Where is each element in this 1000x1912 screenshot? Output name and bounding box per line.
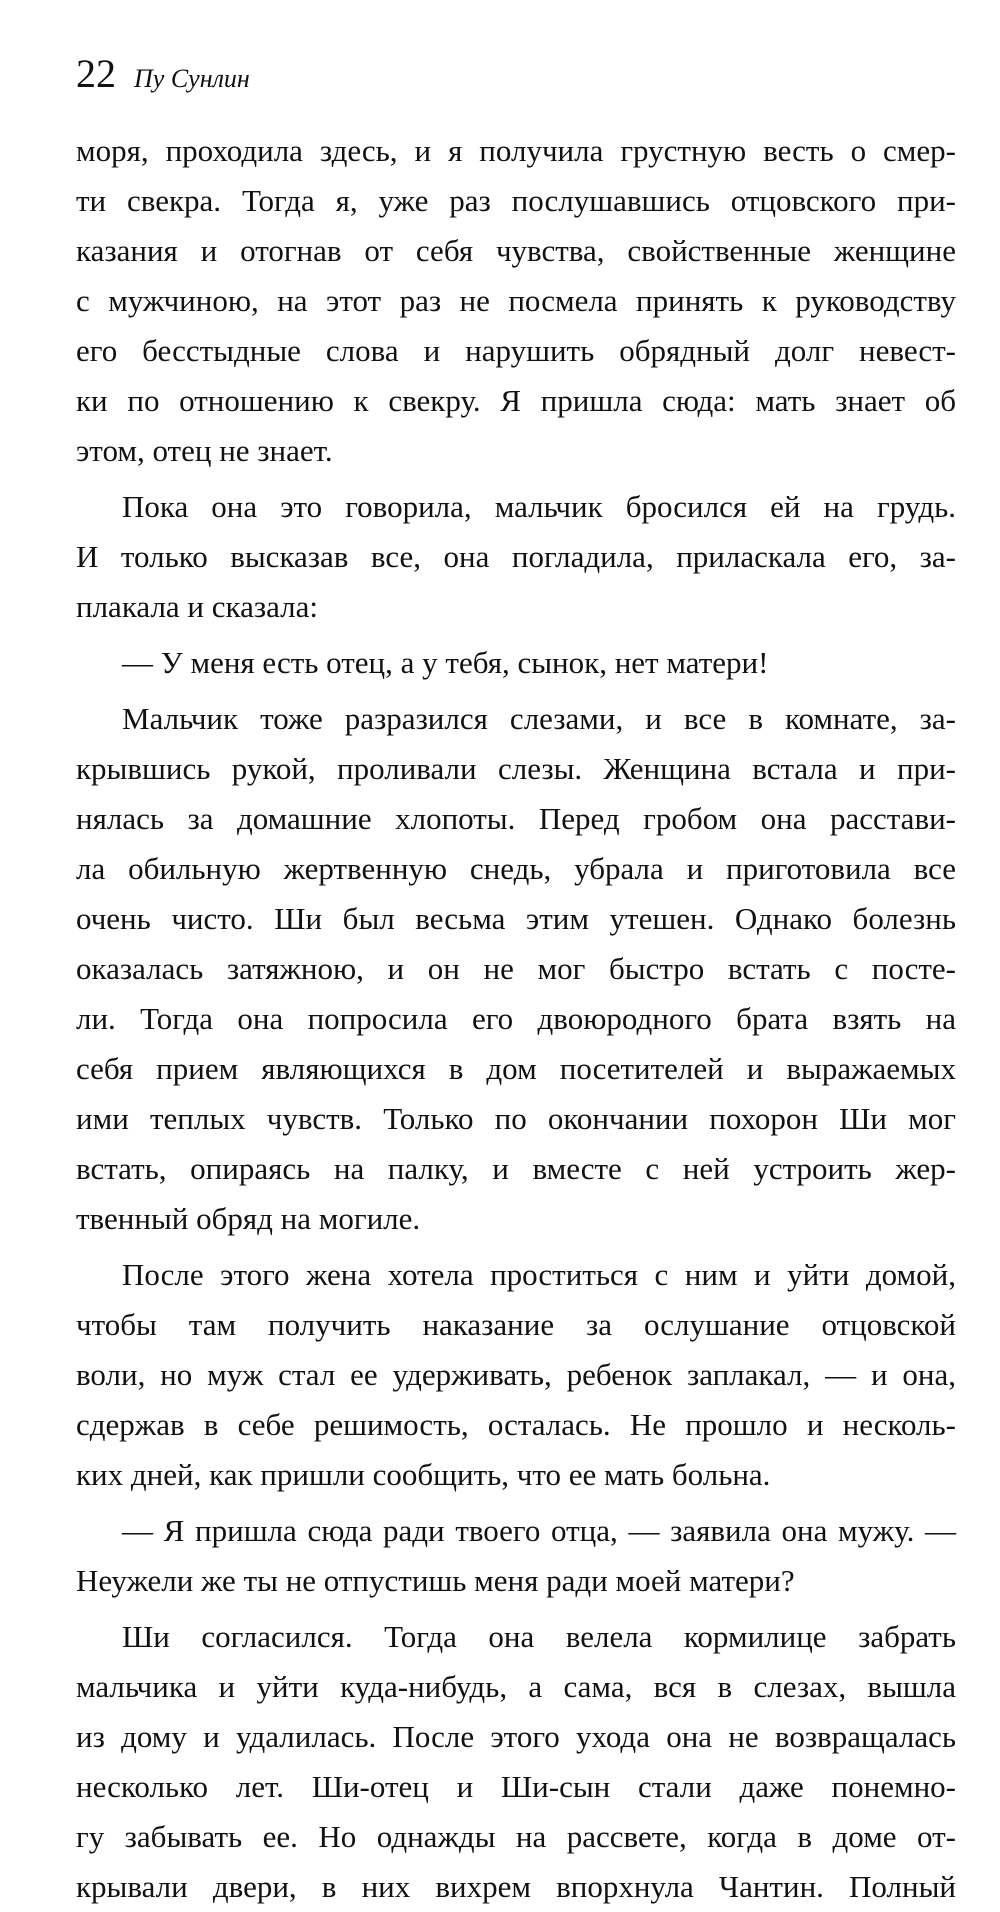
text-line: И только высказав все, она погладила, приласкала его, за- [76,539,956,574]
text-line: себя прием являющихся в дом посетителей и выражаемых [76,1051,956,1086]
text-line: гу забывать ее. Но однажды на рассвете, когда в доме от- [76,1819,956,1854]
text-line: После этого жена хотела проститься с ним и уйти домой, [122,1257,956,1292]
text-line: этом, отец не знает. [76,433,333,468]
text-line: мальчика и уйти куда-нибудь, а сама, вся в слезах, вышла [76,1669,956,1704]
paragraph [76,1506,956,1606]
text-line: Ши согласился. Тогда она велела кормилице забрать [122,1619,956,1654]
text-line: из дому и удалилась. После этого ухода она не возвращалась [76,1719,956,1754]
text-line: Мальчик тоже разразился слезами, и все в комнате, за- [122,701,956,736]
text-line: сдержав в себе решимость, осталась. Не прошло и несколь- [76,1407,956,1442]
paragraph [76,126,956,476]
text-line: ти свекра. Тогда я, уже раз послушавшись отцовского при- [76,183,956,218]
paragraph [76,1612,956,1912]
running-head [76,50,250,102]
text-line: крывшись рукой, проливали слезы. Женщина встала и при- [76,751,956,786]
text-line: — Я пришла сюда ради твоего отца, — заявила она мужу. — [122,1513,956,1548]
text-line: ли. Тогда она попросила его двоюродного брата взять на [76,1001,956,1036]
text-line: — У меня есть отец, а у тебя, сынок, нет матери! [122,645,769,680]
text-line: с мужчиною, на этот раз не посмела принять к руководству [76,283,956,318]
text-line: моря, проходила здесь, и я получила грустную весть о смер- [76,133,956,168]
body-text [76,126,956,1912]
text-line: его бесстыдные слова и нарушить обрядный долг невест- [76,333,956,368]
paragraph [76,638,956,688]
text-line: Неужели же ты не отпустишь меня ради моей матери? [76,1563,795,1598]
text-line: ких дней, как пришли сообщить, что ее мать больна. [76,1457,771,1492]
text-line: воли, но муж стал ее удерживать, ребенок заплакал, — и она, [76,1357,956,1392]
text-line: казания и отогнав от себя чувства, свойственные женщине [76,233,956,268]
text-line: встать, опираясь на палку, и вместе с ней устроить жер- [76,1151,956,1186]
text-line: нялась за домашние хлопоты. Перед гробом она расстави- [76,801,956,836]
text-line: очень чисто. Ши был весьма этим утешен. Однако болезнь [76,901,956,936]
paragraph [76,482,956,632]
text-line: несколько лет. Ши-отец и Ши-сын стали даже понемно- [76,1769,956,1804]
paragraph [76,694,956,1244]
text-line: ими теплых чувств. Только по окончании похорон Ши мог [76,1101,956,1136]
text-line: Пока она это говорила, мальчик бросился ей на грудь. [122,489,956,524]
text-line: ла обильную жертвенную снедь, убрала и приготовила все [76,851,956,886]
running-head-author: Пу Сунлин [134,64,250,93]
paragraph [76,1250,956,1500]
text-line: чтобы там получить наказание за ослушание отцовской [76,1307,956,1342]
text-line: крывали двери, в них вихрем впорхнула Чантин. Полный [76,1869,956,1904]
page-number: 22 [76,51,116,96]
text-line: плакала и сказала: [76,589,318,624]
text-line: твенный обряд на могиле. [76,1201,421,1236]
text-line: оказалась затяжною, и он не мог быстро встать с посте- [76,951,956,986]
text-line: ки по отношению к свекру. Я пришла сюда: мать знает об [76,383,956,418]
